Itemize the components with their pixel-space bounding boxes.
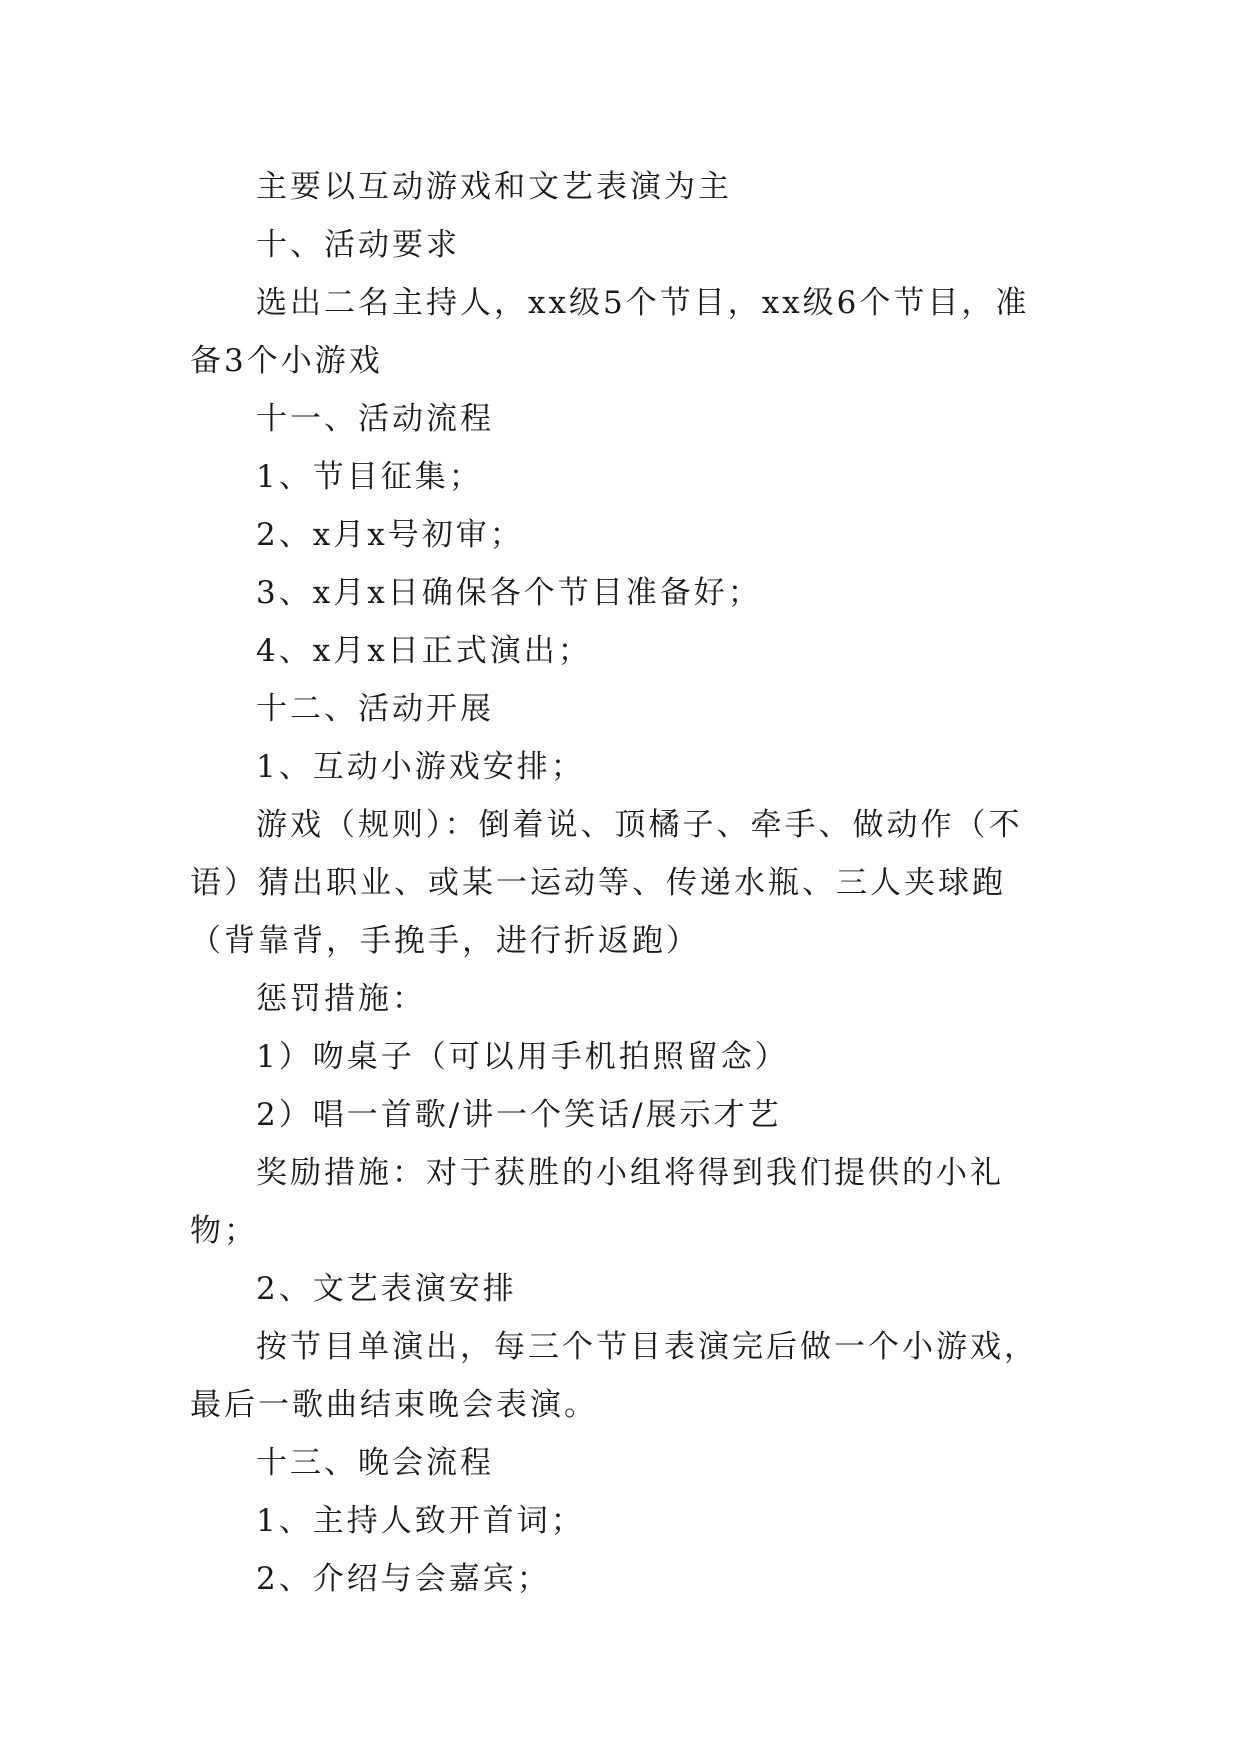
list-item: 1、主持人致开首词； <box>256 1503 585 1539</box>
list-item: 3、x月x日确保各个节目准备好； <box>256 575 762 611</box>
paragraph-requirements: 选出二名主持人，xx级5个节目，xx级6个节目，准备3个小游戏 <box>190 285 1030 379</box>
section-heading-10: 十、活动要求 <box>256 227 460 263</box>
list-item: 4、x月x日正式演出； <box>256 633 592 669</box>
paragraph-game-rules: 游戏（规则）：倒着说、顶橘子、牵手、做动作（不语）猜出职业、或某一运动等、传递水瓶、三人夹球跑（背靠背，手挽手，进行折返跑） <box>190 807 1023 959</box>
list-item: 2、介绍与会嘉宾； <box>256 1561 551 1597</box>
section-heading-11: 十一、活动流程 <box>256 401 494 437</box>
document-body <box>190 158 1062 1608</box>
paragraph-intro: 主要以互动游戏和文艺表演为主 <box>256 169 732 205</box>
list-item: 2、x月x号初审； <box>256 517 524 553</box>
section-heading-12: 十二、活动开展 <box>256 691 494 727</box>
section-heading-13: 十三、晚会流程 <box>256 1445 494 1481</box>
list-item: 1）吻桌子（可以用手机拍照留念） <box>256 1039 789 1075</box>
list-item: 1、节目征集； <box>256 459 483 495</box>
list-item: 2、文艺表演安排 <box>256 1271 517 1307</box>
paragraph-penalty-heading: 惩罚措施： <box>256 981 426 1017</box>
list-item: 2）唱一首歌/讲一个笑话/展示才艺 <box>256 1097 782 1133</box>
list-item: 1、互动小游戏安排； <box>256 749 585 785</box>
paragraph-performance: 按节目单演出，每三个节目表演完后做一个小游戏，最后一歌曲结束晚会表演。 <box>190 1329 1038 1423</box>
paragraph-rewards: 奖励措施：对于获胜的小组将得到我们提供的小礼物； <box>190 1155 1004 1249</box>
